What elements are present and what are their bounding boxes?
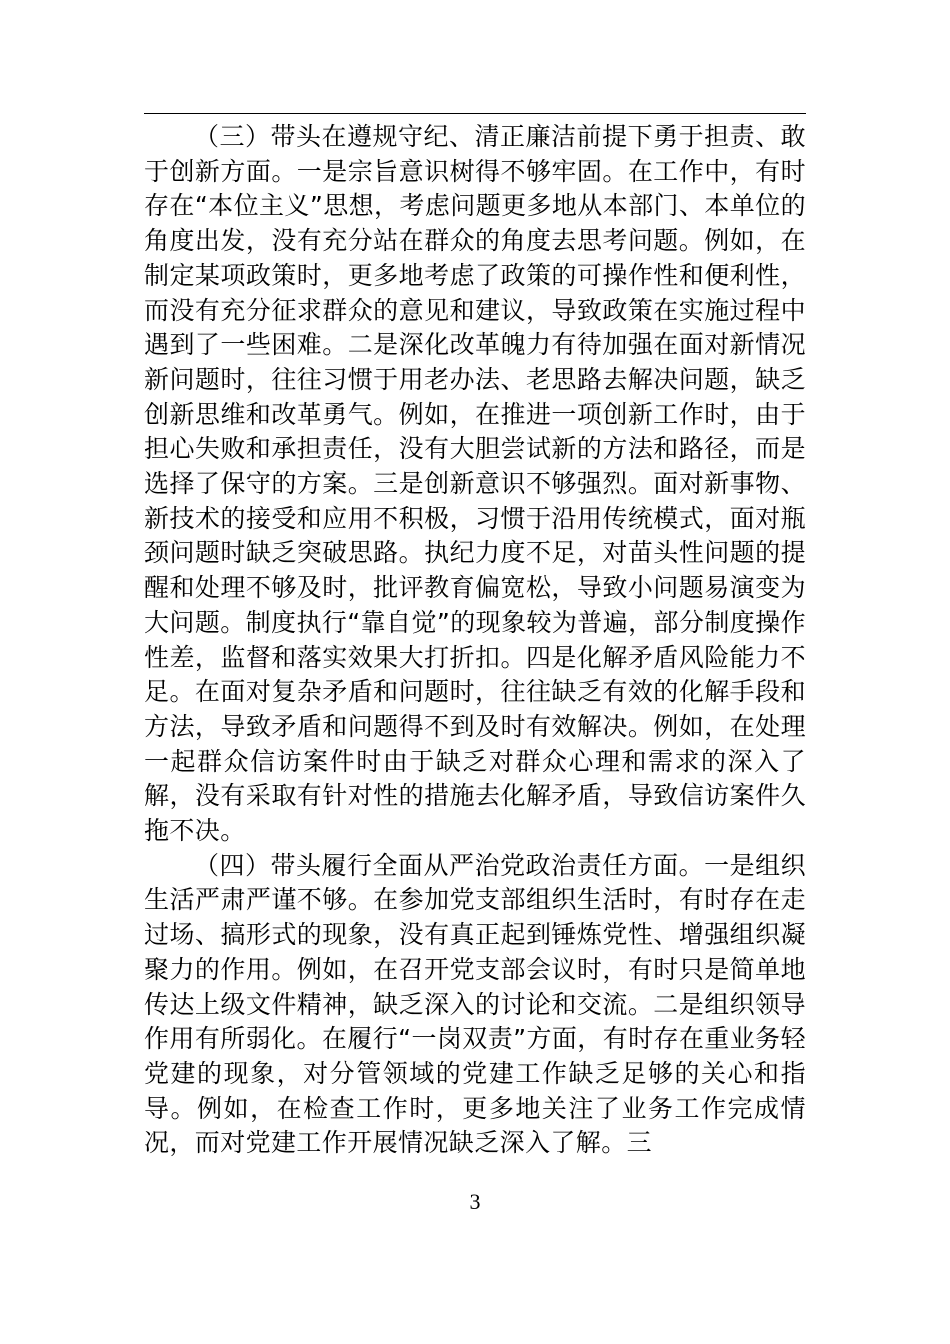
paragraph-section-four: （四）带头履行全面从严治党政治责任方面。一是组织生活严肃严谨不够。在参加党支部组织生活时，有时存在走过场、搞形式的现象，没有真正起到锤炼党性、增强组织凝聚力的作用。例如，在召开党支部会议时，有时只是简单地传达上级文件精神，缺乏深入的讨论和交流。二是组织领导作用有所弱化。在履行“一岗双责”方面，有时存在重业务轻党建的现象，对分管领域的党建工作缺乏足够的关心和指导。例如，在检查工作时，更多地关注了业务工作完成情况，而对党建工作开展情况缺乏深入了解。三 [144,850,806,1158]
paragraph-section-three: （三）带头在遵规守纪、清正廉洁前提下勇于担责、敢于创新方面。一是宗旨意识树得不够牢固。在工作中，有时存在“本位主义”思想，考虑问题更多地从本部门、本单位的角度出发，没有充分站在群众的角度去思考问题。例如，在制定某项政策时，更多地考虑了政策的可操作性和便利性，而没有充分征求群众的意见和建议，导致政策在实施过程中遇到了一些困难。二是深化改革魄力有待加强在面对新情况新问题时，往往习惯于用老办法、老思路去解决问题，缺乏创新思维和改革勇气。例如，在推进一项创新工作时，由于担心失败和承担责任，没有大胆尝试新的方法和路径，而是选择了保守的方案。三是创新意识不够强烈。面对新事物、新技术的接受和应用不积极，习惯于沿用传统模式，面对瓶颈问题时缺乏突破思路。执纪力度不足，对苗头性问题的提醒和处理不够及时，批评教育偏宽松，导致小问题易演变为大问题。制度执行“靠自觉”的现象较为普遍，部分制度操作性差，监督和落实效果大打折扣。四是化解矛盾风险能力不足。在面对复杂矛盾和问题时，往往缺乏有效的化解手段和方法，导致矛盾和问题得不到及时有效解决。例如，在处理一起群众信访案件时由于缺乏对群众心理和需求的深入了解，没有采取有针对性的措施去化解矛盾，导致信访案件久拖不决。 [144,122,806,846]
header-rule [144,113,806,114]
body-text [144,120,806,1161]
page-number: 3 [469,1189,481,1214]
